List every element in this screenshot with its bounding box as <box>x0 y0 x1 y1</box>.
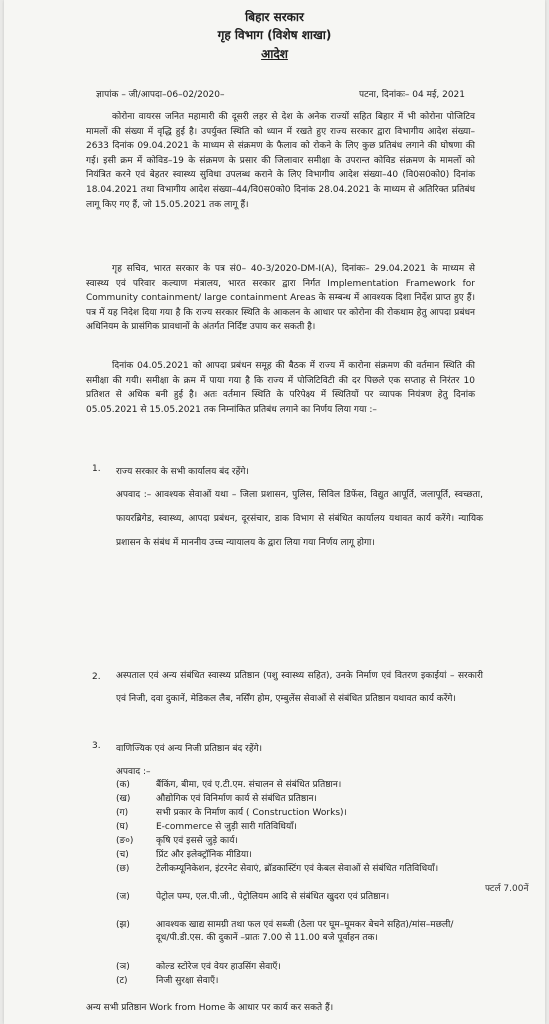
exception-text: बैंकिंग, बीमा, एवं ए.टी.एम. संचालन से संबंधित प्रतिष्ठान। <box>156 780 342 790</box>
exception-key: (च) <box>116 850 129 860</box>
exception-item <box>116 891 483 919</box>
item-1-detail: अपवाद :– आवश्यक सेवाओं यथा – जिला प्रशासन, पुलिस, सिविल डिफेंस, विद्युत आपूर्ति, जलापूर्ति, स्वच्छता, फायरब्रिगेड, स्वास्थ्य, आपदा प्रबंधन, दूरसंचार, डाक विभाग से संबंधित कार्यालय यथावत कार्य करेंगे। न्यायिक प्रशासन के संबंध में माननीय उच्च न्यायालय के द्वारा लिया गया निर्णय लागू होगा। <box>116 490 483 548</box>
exception-key: (ञ) <box>116 962 130 972</box>
exception-text: कृषि एवं इससे जुड़े कार्य। <box>156 836 238 846</box>
exception-key: (ज) <box>116 892 130 902</box>
exception-label: अपवाद :– <box>116 767 151 777</box>
paragraph-1: कोरोना वायरस जनित महामारी की दूसरी लहर से देश के अनेक राज्यों सहित बिहार में भी कोरोना पोजिटिव मामलों की संख्या में वृद्धि हुई है। उपर्युक्त स्थिति को ध्यान में रखते हुए राज्य सरकार द्वारा विभागीय आदेश संख्या–2633 दिनांक 09.04.2021 के माध्यम से संक्रमण के फैलाव को रोकने के लिए कुछ प्रतिबंध लगाने की घोषणा की गई। इसी क्रम में कोविड–19 के संक्रमण के प्रसार की जिलावार समीक्षा के उपरान्त कोविड संक्रमण के मामलों को नियंत्रित करने एवं बेहतर स्वास्थ्य सुविधा उपलब्ध कराने के लिए विभागीय आदेश संख्या–40 (वि0स0को0) दिनांक 18.04.2021 तथा विभागीय आदेश संख्या–44/वि0स0को0 दिनांक 28.04.2021 के माध्यम से अतिरिक्त प्रतिबंध लागू किए गए हैं, जो 15.05.2021 तक लागू हैं। <box>86 112 475 210</box>
order-document <box>4 0 545 1024</box>
department-title: गृह विभाग (विशेष शाखा) <box>217 28 332 42</box>
exception-list <box>116 779 483 989</box>
exception-text: कोल्ड स्टोरेज एवं वेयर हाउसिंग सेवाएँ। <box>156 962 281 972</box>
exception-key: (ट) <box>116 976 128 986</box>
exception-key: (ङ०) <box>116 836 134 846</box>
exception-item <box>116 793 483 807</box>
exception-text: आवश्यक खाद्य सामग्री तथा फल एवं सब्जी (ठेला पर घूम–घूमकर बेचने सहित)/मांस–मछली/दूध/पी.डी.एस. की दुकानें –प्रातः 7.00 से 11.00 बजे पूर्वाहन तक। <box>156 920 454 944</box>
exception-text: निजी सुरक्षा सेवाएँ। <box>156 976 219 986</box>
exception-key: (ख) <box>116 794 131 804</box>
govt-title: बिहार सरकार <box>245 10 304 24</box>
exception-text: पेट्रोल पम्प, एल.पी.जी., पेट्रोलियम आदि से संबंधित खुदरा एवं प्रतिष्ठान। <box>156 892 390 902</box>
exception-item <box>116 821 483 835</box>
item-1-number: 1. <box>92 464 101 474</box>
exception-text: E-commerce से जुड़ी सारी गतिविधियाँ। <box>156 822 297 832</box>
reference-line <box>96 87 465 100</box>
item-2-number: 2. <box>92 672 101 682</box>
exception-text: प्रिंट और इलेक्ट्रॉनिक मीडिया। <box>156 850 252 860</box>
exception-key: (छ) <box>116 864 130 874</box>
item-3-number: 3. <box>92 741 101 751</box>
exception-key: (क) <box>116 780 130 790</box>
exception-item <box>116 779 483 793</box>
memo-number: ज्ञापांक – जी/आपदा–06–02/2020– <box>96 90 225 100</box>
exception-item <box>116 807 483 821</box>
item-1-text: राज्य सरकार के सभी कार्यालय बंद रहेंगे। <box>116 467 249 477</box>
paragraph-2: गृह सचिव, भारत सरकार के पत्र सं0– 40-3/2020-DM-I(A), दिनांकः– 29.04.2021 के माध्यम से स्वास्थ्य एवं परिवार कल्याण मंत्रालय, भारत सरकार द्वारा निर्गत Implementation Framework for Community containment/ large containment Areas के सम्बन्ध में आवश्यक दिशा निर्देश प्राप्त हुए हैं। पत्र में यह निदेश दिया गया है कि राज्य सरकार स्थिति के आकलन के आधार पर कोरोना की रोकथाम हेतु आपदा प्रबंधन अधिनियम के प्रासंगिक प्रावधानों के अंतर्गत निर्दिष्ट उपाय कर सकती है। <box>86 264 475 333</box>
exception-item <box>116 919 483 961</box>
exception-text: टेलीकम्यूनिकेशन, इंटरनेट सेवाएं, ब्रॉडकास्टिंग एवं केबल सेवाओं से संबंधित गतिविधियाँ। <box>156 864 439 874</box>
exception-key: (ग) <box>116 808 129 818</box>
place-date: पटना, दिनांकः– 04 मई, 2021 <box>359 90 465 100</box>
exception-key: (झ) <box>116 920 130 930</box>
exception-item <box>116 835 483 849</box>
handwritten-margin-note: फ्टर्ल 7.00नें <box>485 884 529 894</box>
exception-text: सभी प्रकार के निर्माण कार्य ( Construction Works)। <box>156 808 347 818</box>
exception-item <box>116 975 483 989</box>
exception-key: (घ) <box>116 822 129 832</box>
item-2-text: अस्पताल एवं अन्य संबंधित स्वास्थ्य प्रतिष्ठान (पशु स्वास्थ्य सहित), उनके निर्माण एवं वितरण इकाईयां – सरकारी एवं निजी, दवा दुकानें, मेडिकल लैब, नर्सिंग होम, एम्बुलेंस सेवाओं से संबंधित प्रतिष्ठान यथावत कार्य करेंगे। <box>116 671 483 704</box>
item-3-text: वाणिज्यिक एवं अन्य निजी प्रतिष्ठान बंद रहेंगे। <box>116 744 263 754</box>
exception-item <box>116 849 483 863</box>
order-heading: आदेश <box>261 47 288 61</box>
paragraph-3: दिनांक 04.05.2021 को आपदा प्रबंधन समूह की बैठक में राज्य में कारोना संक्रमण की वर्तमान स्थिति की समीक्षा की गयी। समीक्षा के क्रम में पाया गया है कि राज्य में पोजिटिविटी की दर पिछले एक सप्ताह से निरंतर 10 प्रतिशत से अधिक बनी हुई है। अतः वर्तमान स्थिति के परिपेक्ष्य में स्थितियों पर व्यापक नियंत्रण हेतु दिनांक 05.05.2021 से 15.05.2021 तक निम्नांकित प्रतिबंध लगाने का निर्णय लिया गया :– <box>86 361 475 415</box>
final-line: अन्य सभी प्रतिष्ठान Work from Home के आधार पर कार्य कर सकते हैं। <box>86 1003 334 1013</box>
exception-text: औद्योगिक एवं विनिर्माण कार्य से संबंधित प्रतिष्ठान। <box>156 794 317 804</box>
exception-item <box>116 961 483 975</box>
exception-item <box>116 863 483 891</box>
